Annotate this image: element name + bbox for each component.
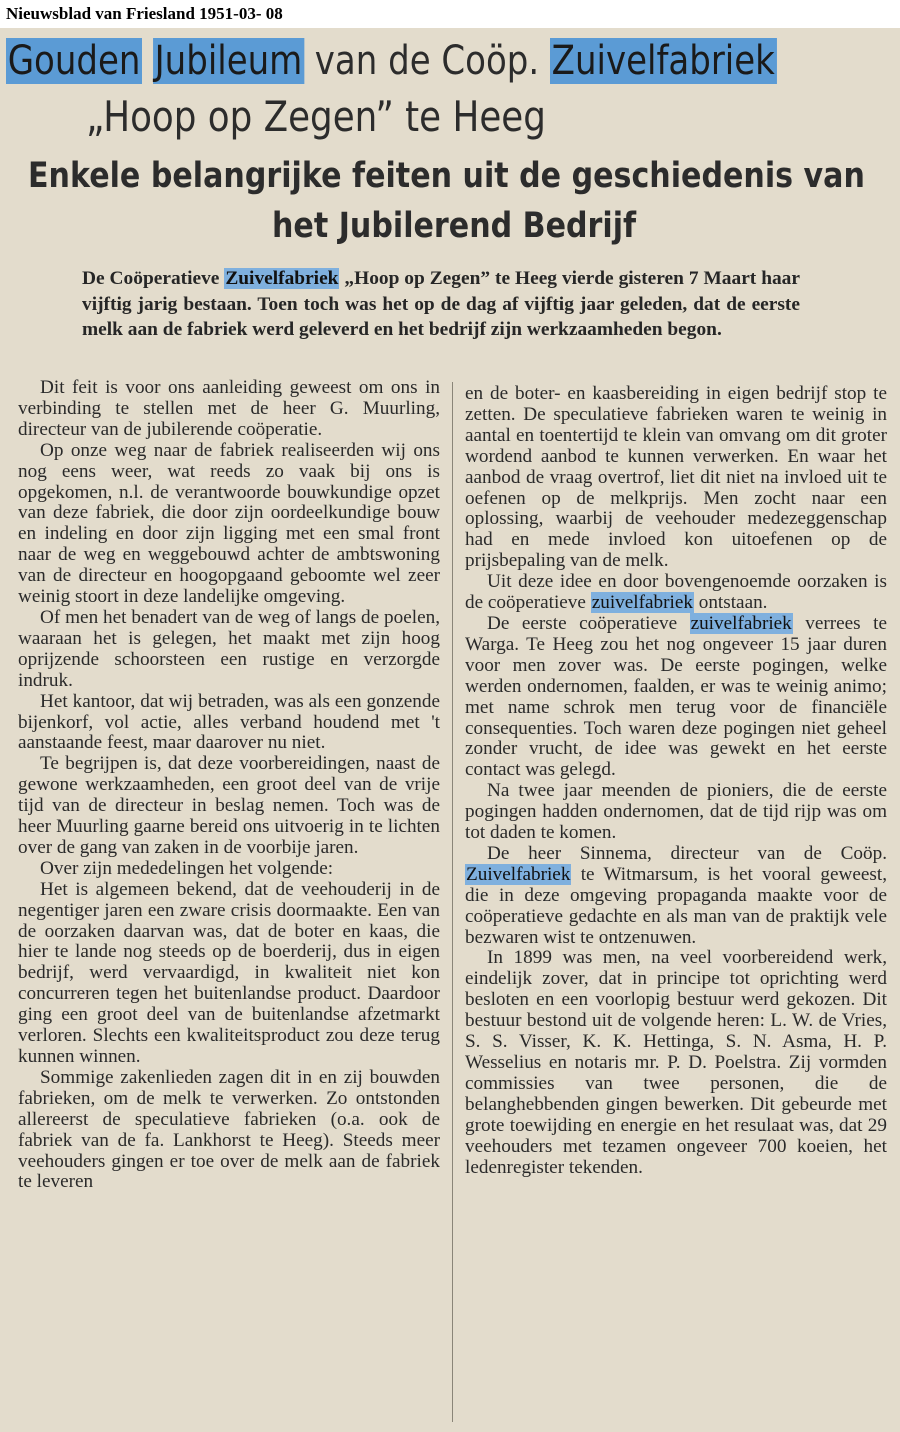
left-column — [18, 378, 440, 1193]
headline-line-1 — [6, 38, 777, 84]
highlight-zuivelfabriek-2: zuivelfabriek — [591, 592, 693, 614]
highlight-zuivelfabriek-5: Zuivelfabriek — [466, 863, 571, 885]
left-paragraph: Te begrijpen is, dat deze voorbereidingen, naast de gewone werkzaamheden, een groot deel van de vrije tijd van de directeur in beslag nemen. Toch was de heer Muurling gaarne bereid ons uitvoerig in te lichten over de gang van zaken in de voorbije jaren. — [18, 753, 440, 858]
right-paragraph-3 — [465, 614, 887, 781]
text-span: De eerste coöperatieve — [487, 612, 690, 634]
headline-space — [142, 38, 153, 84]
left-paragraph: Of men het benadert van de weg of langs de poelen, waaraan het is gelegen, het maakt met zijn hoog oprijzende schoorsteen een rustige en verzorgde indruk. — [18, 606, 440, 691]
left-paragraph: Op onze weg naar de fabriek realiseerden wij ons nog eens weer, wat reeds zo vaak bij ons is opgekomen, n.l. de verantwoorde bouwkundige opzet van deze fabriek, die door zijn oordeelkundige bouw en indeling en door zijn ligging met een smal front naar de weg en weggebouwd achter de ambtswoning van de directeur en hoogopgaand geboomte wel zeer weinig stoort in deze landelijke omgeving. — [18, 439, 440, 608]
right-paragraph-6: In 1899 was men, na veel voorbereidend werk, eindelijk zover, dat in principe tot oprichting werd besloten en een voorlopig bestuur werd gekozen. Dit bestuur bestond uit de volgende heren: L. W. de Vries, S. S. Visser, K. K. Hettinga, S. N. Asma, H. P. Wesselius en notaris mr. P. D. Poelstra. Zij vormden commissies van twee personen, die de belanghebbenden gingen bewerken. Dit gebeurde met grote toewijding en energie en het resulaat was, dat 29 veehouders met tezamen ongeveer 700 koeien, het ledenregister tekenden. — [465, 947, 887, 1178]
intro-paragraph — [82, 266, 800, 343]
text-span: Uit deze idee en door bovengenoemde oorzaken is de coöperatieve — [465, 571, 887, 614]
left-paragraph: Het is algemeen bekend, dat de veehouderij in de negentiger jaren een zware crisis doormaakte. Een van de oorzaken daarvan was, dat de boter en kaas, die hier te lande nog steeds op de boerderij, dus in eigen bedrijf, werd vervaardigd, in kwaliteit niet kon concurreren tegen het buitenlandse product. Daardoor ging een groot deel van de buitenlandse afzetmarkt verloren. Slechts een kwaliteitsproduct zou deze terug kunnen winnen. — [18, 878, 440, 1067]
text-span: te Witmarsum, is het vooral geweest, die in deze omgeving propaganda maakte voor de coöperatieve gedachte en als man van de praktijk vele bezwaren wist te ontzenuwen. — [465, 863, 887, 948]
left-paragraph: Over zijn mededelingen het volgende: — [40, 857, 334, 879]
column-divider — [452, 382, 453, 1422]
right-paragraph-1: en de boter- en kaasbereiding in eigen bedrijf stop te zetten. De speculatieve fabrieken waren te weinig in aantal en toentertijd te klein van omvang om dit groter wordend aanbod te kunnen verwerken. En waar het aanbod de vraag overtrof, liet dit niet na invloed uit te oefenen op de melkprijs. Men zocht naar een oplossing, waarbij de veehouder medezeggenschap had en mede invloed kon uitoefenen op de prijsbepaling van de melk. — [465, 383, 887, 572]
text-span: ontstaan. — [693, 592, 768, 614]
highlight-zuivelfabriek-3: zuivelfabriek — [690, 612, 792, 634]
subheadline-line-1: Enkele belangrijke feiten uit de geschiedenis van — [28, 156, 865, 196]
headline-line-2: „Hoop op Zegen” te Heeg — [86, 92, 546, 141]
headline-middle: van de Coöp. — [304, 38, 550, 84]
left-paragraph: Het kantoor, dat wij betraden, was als een gonzende bijenkorf, vol actie, alles verband houdend met 't aanstaande feest, maar daarover nu niet. — [18, 690, 440, 754]
right-paragraph-5 — [465, 844, 887, 949]
right-paragraph-2 — [465, 572, 887, 614]
source-caption: Nieuwsblad van Friesland 1951-03- 08 — [6, 4, 283, 23]
highlight-zuivelfabriek: Zuivelfabriek — [551, 38, 775, 84]
intro-before: De Coöperatieve — [82, 268, 225, 289]
intro-after: „Hoop op Zegen” te Heeg vierde gisteren 7 Maart haar vijftig jarig bestaan. Toen toch was het op de dag af vijftig jaar geleden, dat de eerste melk aan de fabriek werd geleverd en het bedrijf zijn werkzaamheden begon. — [82, 268, 800, 340]
intro-highlight: Zuivelfabriek — [225, 268, 339, 289]
right-paragraph-4: Na twee jaar meenden de pioniers, die de eerste pogingen hadden ondernomen, dat de tijd rijp was om tot daden te komen. — [465, 780, 887, 844]
left-paragraph: Dit feit is voor ons aanleiding geweest om ons in verbinding te stellen met de heer G. Muurling, directeur van de jubilerende coöperatie. — [18, 377, 440, 440]
subheadline-line-2: het Jubilerend Bedrijf — [272, 206, 637, 246]
highlight-gouden: Gouden — [7, 38, 141, 84]
highlight-jubileum: Jubileum — [154, 38, 303, 84]
text-span: De heer Sinnema, directeur van de Coöp. — [487, 842, 887, 864]
text-span: verrees te Warga. Te Heeg zou het nog ongeveer 15 jaar duren voor men zover was. De eerste pogingen, welke werden ondernomen, faalden, er was te weinig animo; met name schrok men terug voor de financiële consequenties. Toch waren deze pogingen niet geheel zonder vrucht, de idee was gewekt en het eerste contact was gelegd. — [465, 612, 887, 781]
right-column — [465, 384, 887, 1178]
left-paragraph: Sommige zakenlieden zagen dit in en zij bouwden fabrieken, om de melk te verwerken. Zo ontstonden allereerst de speculatieve fabrieken (o.a. ook de fabriek van de fa. Lankhorst te Heeg). Steeds meer veehouders gingen er toe over de melk aan de fabriek te leveren — [18, 1066, 440, 1193]
